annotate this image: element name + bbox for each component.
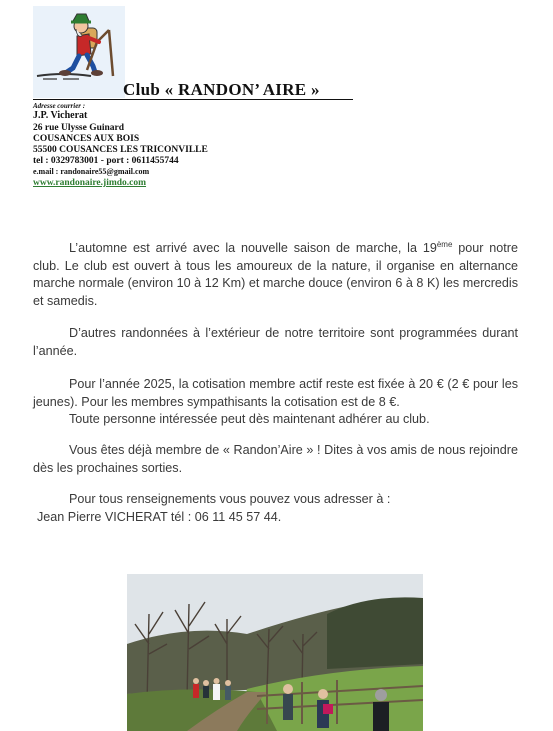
contact-details: Jean Pierre VICHERAT tél : 06 11 45 57 44. — [37, 509, 282, 524]
title-underline — [33, 99, 353, 100]
paragraph-membership — [33, 376, 518, 429]
hiker-mascot-icon — [33, 6, 125, 98]
website-link[interactable]: www.randonaire.jimdo.com — [33, 178, 147, 188]
ordinal-suffix: ème — [436, 239, 453, 249]
group-hike-photo — [127, 574, 423, 731]
club-title: Club « RANDON’ AIRE » — [123, 80, 320, 99]
club-logo — [33, 6, 125, 98]
address-postcode-city: 55500 COUSANCES LES TRICONVILLE — [33, 145, 208, 155]
intro-text-end: pour notre club. Le club est ouvert à tous les amoureux de la nature, il organise en alternance marche normale (environ 10 à 12 Km) et marche douce (environ 6 à 8 K) les mercredis et samedis. — [33, 241, 518, 308]
membership-fee-text: Pour l’année 2025, la cotisation membre actif reste est fixée à 20 € (2 € pour les jeunes). Pour les membres sympathisants la cotisation est de 8 €. — [33, 377, 518, 409]
membership-join-text: Toute personne intéressée peut dès maintenant adhérer au club. — [69, 412, 430, 426]
hike-scene-image — [127, 574, 423, 731]
email-address[interactable]: e.mail : randonaire55@gmail.com — [33, 167, 150, 176]
contact-name: J.P. Vicherat — [33, 110, 88, 121]
paragraph-invite — [33, 442, 518, 477]
address-street: 26 rue Ulysse Guinard — [33, 123, 125, 133]
contact-intro-text: Pour tous renseignements vous pouvez vous adresser à : — [69, 492, 391, 506]
address-town: COUSANCES AUX BOIS — [33, 134, 140, 144]
paragraph-intro — [33, 240, 518, 310]
outings-text: D’autres randonnées à l’extérieur de notre territoire sont programmées durant l’année. — [33, 326, 518, 358]
intro-text-start: L’automne est arrivé avec la nouvelle saison de marche, la 19 — [69, 241, 437, 255]
paragraph-contact — [33, 491, 518, 526]
phone-numbers: tel : 0329783001 - port : 0611455744 — [33, 156, 179, 166]
address-label: Adresse courrier : — [33, 102, 86, 110]
invite-text: Vous êtes déjà membre de « Randon’Aire » ! Dites à vos amis de nous rejoindre dès les prochaines sorties. — [33, 443, 518, 475]
paragraph-outings — [33, 325, 518, 360]
